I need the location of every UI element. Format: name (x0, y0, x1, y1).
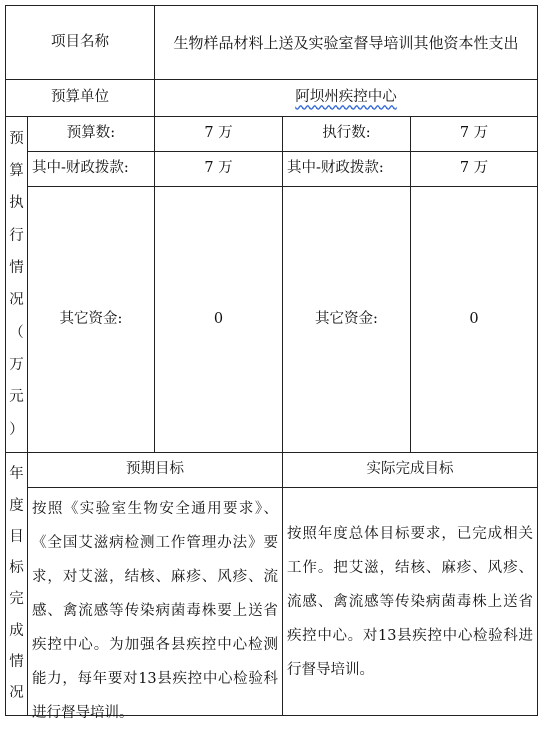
other-funds-label-cell-1 (27, 186, 155, 453)
other-funds-value-cell-2 (410, 186, 538, 453)
expected-goal-label: 预期目标 (126, 461, 184, 478)
other-funds-label-2: 其它资金: (315, 310, 378, 327)
fiscal-value-cell-1 (154, 151, 283, 187)
project-name-value: 生物样品材料上送及实验室督导培训其他资本性支出 (173, 33, 519, 52)
actual-goal-text-cell (282, 487, 538, 716)
fiscal-value-2: 7 万 (459, 160, 489, 177)
annual-label-char: 成 (9, 622, 24, 639)
annual-label-char: 况 (9, 685, 24, 702)
fiscal-value-1: 7 万 (204, 160, 233, 177)
annual-label-char: 度 (9, 497, 24, 514)
exec-label-char: （ (9, 324, 24, 341)
annual-label-char: 标 (9, 560, 24, 577)
other-funds-value-2: 0 (469, 310, 479, 327)
annual-goal-section-label (5, 452, 28, 716)
other-funds-label-cell-2 (282, 186, 411, 453)
exec-count-value-cell (410, 116, 538, 152)
expected-goal-header (27, 452, 283, 488)
budget-count-value-cell (154, 116, 283, 152)
exec-label-char: 元 (9, 389, 24, 406)
exec-count-value: 7 万 (459, 125, 489, 142)
exec-count-label: 执行数: (322, 125, 371, 142)
exec-label-char: 万 (9, 356, 24, 373)
exec-label-char: ） (9, 421, 24, 438)
other-funds-label-1: 其它资金: (59, 310, 123, 327)
other-funds-value-cell-1 (154, 186, 283, 453)
expected-goal-text-cell (27, 487, 283, 721)
fiscal-label-1: 其中-财政拨款: (32, 160, 129, 177)
budget-unit-label: 预算单位 (51, 89, 109, 106)
exec-label-char: 执 (9, 195, 24, 212)
project-name-label: 项目名称 (51, 33, 109, 50)
exec-label-char: 行 (9, 227, 24, 244)
annual-label-char: 年 (9, 466, 24, 483)
annual-label-char: 情 (9, 653, 24, 670)
exec-label-char: 情 (9, 260, 24, 277)
exec-label-char: 况 (9, 292, 24, 309)
annual-label-char: 完 (9, 591, 24, 608)
budget-count-label-cell (27, 116, 155, 152)
actual-goal-header (282, 452, 538, 488)
annual-label-char: 目 (9, 528, 24, 545)
budget-count-label: 预算数: (66, 125, 116, 142)
budget-count-value: 7 万 (204, 125, 233, 142)
fiscal-value-cell-2 (410, 151, 538, 187)
exec-label-char: 预 (9, 130, 24, 147)
exec-label-char: 算 (9, 163, 24, 180)
exec-count-label-cell (282, 116, 411, 152)
budget-unit-label-cell (5, 79, 155, 117)
project-table (5, 5, 538, 721)
execution-section-label (5, 116, 28, 453)
project-name-label-cell (5, 5, 155, 80)
expected-goal-text: 按照《实验室生物安全通用要求》、《全国艾滋病检测工作管理办法》要求，对艾滋，结核、麻疹、风疹、流感、禽流感等传染病菌毒株要上送省疾控中心。为加强各县疾控中心检测能力，每年要对13县疾控中心检验科进行督导培训。 (32, 501, 278, 721)
budget-unit-value: 阿坝州疾控中心 (295, 89, 397, 106)
actual-goal-label: 实际完成目标 (366, 461, 454, 478)
other-funds-value-1: 0 (213, 310, 224, 327)
fiscal-label-2: 其中-财政拨款: (287, 160, 384, 177)
actual-goal-text: 按照年度总体目标要求，已完成相关工作。把艾滋，结核、麻疹、风疹、流感、禽流感等传染病菌毒株上送省疾控中心。对13县疾控中心检验科进行督导培训。 (287, 525, 533, 678)
project-name-value-cell (154, 5, 538, 80)
fiscal-label-cell-2 (282, 151, 411, 187)
fiscal-label-cell-1 (27, 151, 155, 187)
budget-unit-value-cell (154, 79, 538, 117)
